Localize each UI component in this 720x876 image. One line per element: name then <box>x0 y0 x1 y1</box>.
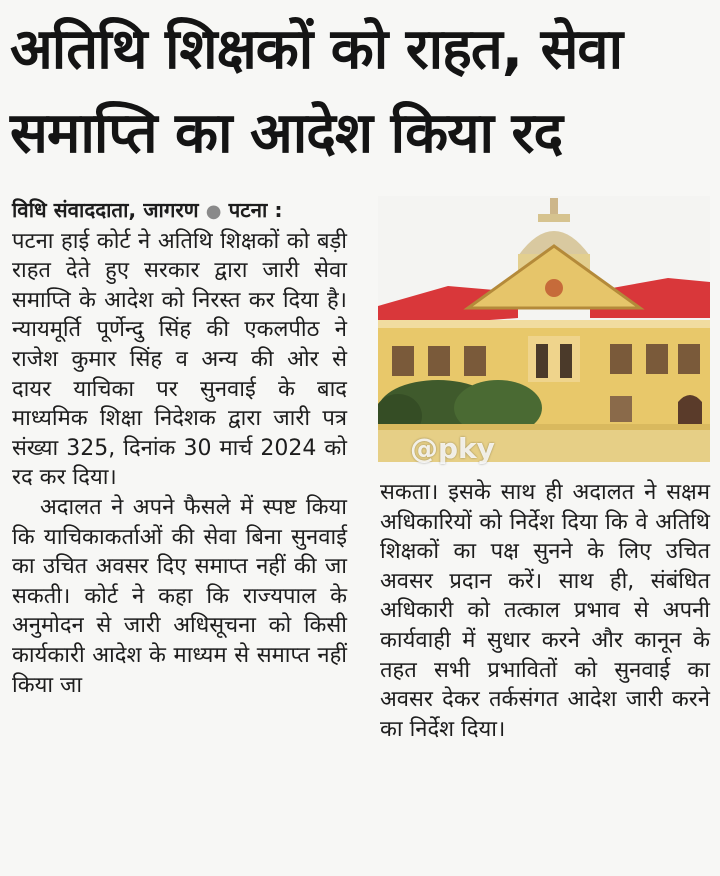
byline-reporter: विधि संवाददाता, जागरण <box>12 198 199 222</box>
article-column-right <box>380 478 710 744</box>
article-paragraph-1: पटना हाई कोर्ट ने अतिथि शिक्षकों को बड़ी राहत देते हुए सरकार द्वारा जारी सेवा समाप्ति के आदेश को निरस्त कर दिया है। न्यायमूर्ति पूर्णेन्दु सिंह की एकलपीठ ने राजेश कुमार सिंह व अन्य की ओर से दायर याचिका पर सुनवाई के बाद माध्यमिक शिक्षा निदेशक द्वारा जारी पत्र संख्या 325, दिनांक 30 मार्च 2024 को रद कर दिया। <box>12 228 347 491</box>
article-paragraph-2-continued: सकता। इसके साथ ही अदालत ने सक्षम अधिकारियों को निर्देश दिया कि वे अतिथि शिक्षकों का पक्ष सुनने के लिए उचित अवसर प्रदान करें। साथ ही, संबंधित अधिकारी को तत्काल प्रभाव से अपनी कार्यवाही में सुधार करने और कानून के तहत सभी प्रभावितों को सुनवाई का अवसर देकर तर्कसंगत आदेश जारी करने का निर्देश दिया। <box>380 480 710 742</box>
article-paragraph-2: अदालत ने अपने फैसले में स्पष्ट किया कि याचिकाकर्ताओं की सेवा बिना सुनवाई का उचित अवसर दिए समाप्त नहीं की जा सकती। कोर्ट ने कहा कि राज्यपाल के अनुमोदन से जारी अधिसूचना को किसी कार्यकारी आदेश के माध्यम से समाप्त नहीं किया जा <box>12 494 347 698</box>
building-illustration <box>378 196 710 462</box>
headline-line-2: समाप्ति का आदेश किया रद <box>10 101 563 166</box>
byline <box>12 196 347 227</box>
byline-city: पटना : <box>228 198 283 222</box>
byline-separator: ● <box>205 201 222 222</box>
high-court-building-photo <box>378 196 710 462</box>
article-column-left <box>12 196 347 700</box>
watermark: @pky <box>410 432 495 465</box>
headline <box>10 8 710 176</box>
headline-line-1: अतिथि शिक्षकों को राहत, सेवा <box>10 17 623 82</box>
